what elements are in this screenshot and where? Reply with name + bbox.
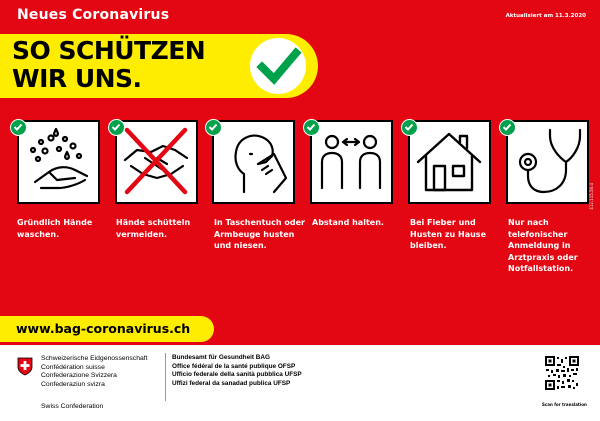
updated-date: Aktualisiert am 11.3.2020: [505, 13, 586, 19]
confederation-rm: Confederaziun svizra: [41, 380, 105, 388]
measure-card-3: [212, 120, 295, 204]
check-badge-icon: [108, 119, 125, 136]
qr-code-icon[interactable]: [545, 356, 579, 390]
check-badge-icon: [401, 119, 418, 136]
headline-line-2: WIR UNS.: [12, 64, 142, 93]
url-pill[interactable]: [0, 316, 214, 342]
measure-caption-4: Abstand halten.: [312, 218, 384, 227]
hand-washing-icon: [19, 122, 97, 201]
measure-card-4: [310, 120, 393, 204]
measure-caption-1: Gründlich Hände waschen.: [17, 218, 93, 239]
cough-into-elbow-icon: [214, 122, 292, 201]
stay-home-icon: [410, 122, 488, 201]
big-check-icon: [250, 38, 306, 94]
confederation-names: [41, 355, 148, 389]
website-link[interactable]: www.bag-coronavirus.ch: [16, 321, 191, 336]
measure-caption-5: Bei Fieber und Husten zu Hause bleiben.: [410, 218, 486, 250]
confederation-de: Schweizerische Eidgenossenschaft: [41, 355, 148, 362]
stethoscope-icon: [508, 122, 586, 201]
measure-caption-2: Hände schütteln vermeiden.: [116, 218, 191, 239]
side-code: 412.115.50.d: [589, 183, 594, 210]
measure-card-6: [506, 120, 589, 204]
footer: [0, 345, 600, 421]
office-de: Bundesamt für Gesundheit BAG: [172, 354, 270, 361]
headline-line-1: SO SCHÜTZEN: [12, 36, 206, 65]
confederation-it: Confederazione Svizzera: [41, 372, 117, 380]
check-badge-icon: [205, 119, 222, 136]
swiss-crest-icon: [17, 357, 33, 376]
office-it: Ufficio federale della sanità pubblica UFSP: [172, 371, 302, 379]
divider: [165, 353, 166, 401]
office-names: [172, 354, 302, 388]
no-handshake-icon: [117, 122, 195, 201]
measure-caption-6: Nur nach telefonischer Anmeldung in Arztpraxis oder Notfallstation.: [508, 218, 578, 273]
headline-band: [0, 34, 318, 98]
scan-label: Scan for translation: [542, 402, 587, 407]
keep-distance-icon: [312, 122, 390, 201]
topic-title: Neues Coronavirus: [17, 7, 170, 23]
swiss-confederation: Swiss Confederation: [41, 403, 104, 410]
check-badge-icon: [10, 119, 27, 136]
measure-card-1: [17, 120, 100, 204]
office-fr: Office fédéral de la santé publique OFSP: [172, 362, 296, 370]
office-rm: Uffizi federal da sanadad publica UFSP: [172, 379, 291, 387]
check-badge-icon: [303, 119, 320, 136]
measure-caption-3: In Taschentuch oder Armbeuge husten und niesen.: [214, 218, 305, 250]
measure-card-2: [115, 120, 198, 204]
check-badge-icon: [499, 119, 516, 136]
headline: [12, 37, 205, 93]
measure-card-5: [408, 120, 491, 204]
confederation-fr: Confédération suisse: [41, 363, 105, 371]
